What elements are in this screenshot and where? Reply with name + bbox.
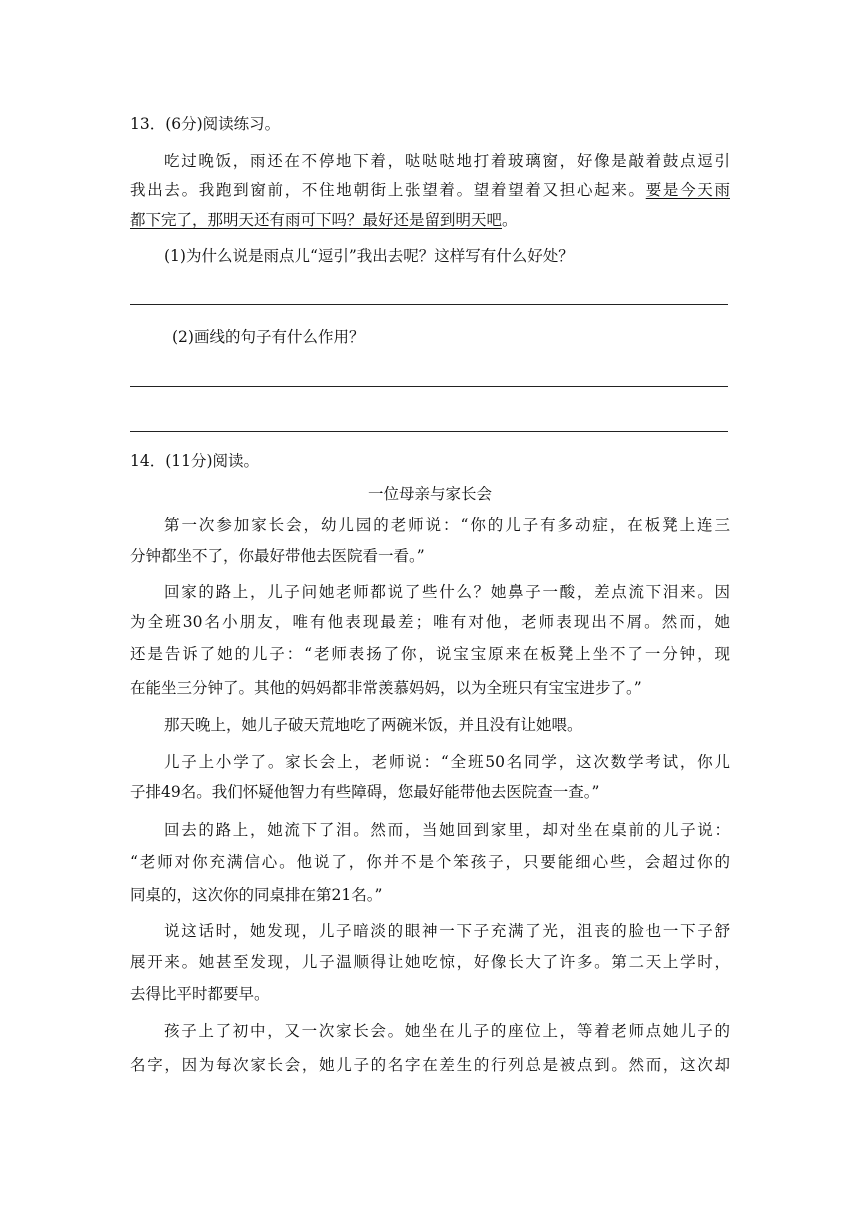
passage-line: 在能坐三分钟了。其他的妈妈都非常羡慕妈妈，以为全班只有宝宝进步了。”: [130, 679, 642, 697]
answer-line-2[interactable]: [130, 386, 728, 387]
passage-line: 说这话时，她发现，儿子暗淡的眼神一下子充满了光，沮丧的脸也一下子舒: [164, 922, 730, 940]
passage-line: 子排49名。我们怀疑他智力有些障碍，您最好能带他去医院查一查。”: [130, 783, 600, 801]
q13-paragraph-line-1: 吃过晚饭，雨还在不停地下着，哒哒哒地打着玻璃窗，好像是敲着鼓点逗引: [164, 152, 730, 170]
passage-line: 为全班30名小朋友，唯有他表现最差；唯有对他，老师表现出不屑。然而，她: [130, 613, 730, 631]
passage-line: 回家的路上，儿子问她老师都说了些什么？她鼻子一酸，差点流下泪来。因: [164, 583, 730, 601]
question-13-header: 13．(6分)阅读练习。: [130, 115, 281, 133]
passage-line: 名字，因为每次家长会，她儿子的名字在差生的行列总是被点到。然而，这次却: [130, 1056, 730, 1074]
q13-sub-question-1: (1)为什么说是雨点儿“逗引”我出去呢？这样写有什么好处？: [164, 247, 574, 265]
answer-line-3[interactable]: [130, 431, 728, 432]
passage-line: 第一次参加家长会，幼儿园的老师说：“你的儿子有多动症，在板凳上连三: [164, 516, 730, 534]
passage-title: 一位母亲与家长会: [367, 485, 492, 503]
q13-paragraph-line-3: [130, 210, 730, 230]
q13-paragraph-line-3-end: 。: [502, 211, 518, 229]
q13-underlined-sentence-part-2: 都下完了，那明天还有雨可下吗？最好还是留到明天吧: [130, 211, 503, 229]
passage-line: 去得比平时都要早。: [130, 985, 270, 1003]
passage-line: 孩子上了初中，又一次家长会。她坐在儿子的座位上，等着老师点她儿子的: [164, 1022, 730, 1040]
q13-paragraph-line-2: [130, 180, 730, 200]
q13-sub-question-2: (2)画线的句子有什么作用？: [172, 328, 365, 346]
passage-line: “老师对你充满信心。他说了，你并不是个笨孩子，只要能细心些，会超过你的: [130, 853, 730, 871]
passage-line: 同桌的，这次你的同桌排在第21名。”: [130, 886, 383, 904]
question-14-header: 14．(11分)阅读。: [130, 452, 260, 470]
q13-underlined-sentence-part-1: 要是今天雨: [645, 181, 730, 199]
q13-paragraph-line-2-text: 我出去。我跑到窗前，不住地朝街上张望着。望着望着又担心起来。: [130, 181, 646, 199]
passage-line: 回去的路上，她流下了泪。然而，当她回到家里，却对坐在桌前的儿子说：: [164, 821, 730, 839]
answer-line-1[interactable]: [130, 304, 728, 305]
passage-line: 展开来。她甚至发现，儿子温顺得让她吃惊，好像长大了许多。第二天上学时，: [130, 953, 730, 971]
passage-line: 分钟都坐不了，你最好带他去医院看一看。”: [130, 547, 425, 565]
passage-line: 还是告诉了她的儿子：“老师表扬了你，说宝宝原来在板凳上坐不了一分钟，现: [130, 645, 730, 663]
passage-line: 那天晚上，她儿子破天荒地吃了两碗米饭，并且没有让她喂。: [164, 716, 583, 734]
passage-line: 儿子上小学了。家长会上，老师说：“全班50名同学，这次数学考试，你儿: [164, 753, 730, 771]
